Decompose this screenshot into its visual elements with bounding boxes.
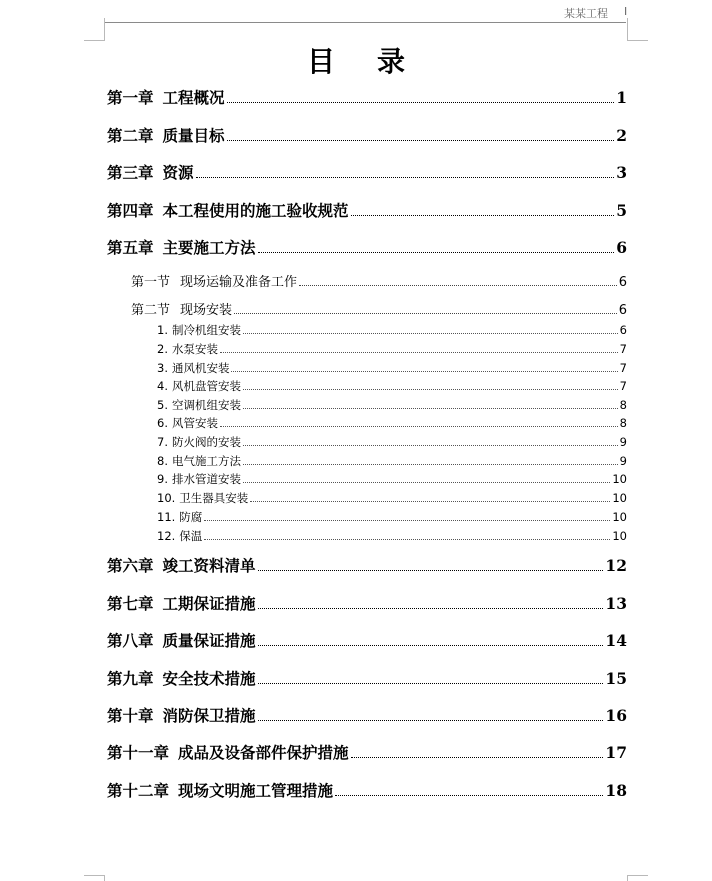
toc-page-number: 10 bbox=[612, 491, 627, 505]
toc-entry-title: 防火阀的安装 bbox=[171, 435, 241, 449]
toc-entry-title: 质量保证措施 bbox=[162, 631, 256, 650]
toc-entry-title: 工期保证措施 bbox=[162, 594, 256, 613]
toc-entry-title: 安全技术措施 bbox=[162, 669, 256, 688]
toc-page-number: 7 bbox=[619, 361, 627, 375]
dot-leader bbox=[243, 445, 618, 446]
dot-leader bbox=[243, 464, 618, 465]
toc-entry-title: 保温 bbox=[179, 529, 203, 543]
toc-page-number: 9 bbox=[619, 435, 627, 449]
toc-entry-title: 空调机组安装 bbox=[171, 398, 241, 412]
dot-leader bbox=[243, 389, 618, 390]
dot-leader bbox=[351, 215, 615, 216]
toc-entry-item-2[interactable] bbox=[157, 341, 627, 357]
toc-page-number: 10 bbox=[612, 472, 627, 486]
toc-entry-number: 第十一章 bbox=[107, 743, 170, 762]
toc-entry-number: 3. bbox=[157, 361, 168, 375]
dot-leader bbox=[250, 501, 610, 502]
toc-page-number: 9 bbox=[619, 454, 627, 468]
toc-entry-title: 通风机安装 bbox=[171, 361, 230, 375]
toc-entry-title: 风管安装 bbox=[171, 416, 218, 430]
toc-entry-title: 卫生器具安装 bbox=[179, 491, 249, 505]
toc-entry-chapter-12[interactable] bbox=[107, 779, 627, 801]
dot-leader bbox=[258, 252, 615, 253]
toc-entry-number: 6. bbox=[157, 416, 168, 430]
toc-entry-number: 第一章 bbox=[107, 88, 154, 107]
crop-mark-bottom-right bbox=[627, 875, 628, 881]
toc-entry-item-12[interactable] bbox=[157, 528, 627, 544]
toc-page-number: 6 bbox=[619, 323, 627, 337]
toc-entry-number: 8. bbox=[157, 454, 168, 468]
toc-page-number: 8 bbox=[619, 398, 627, 412]
toc-entry-title: 制冷机组安装 bbox=[171, 323, 241, 337]
toc-entry-title: 资源 bbox=[162, 163, 194, 182]
toc-entry-title: 成品及设备部件保护措施 bbox=[178, 743, 349, 762]
toc-entry-title: 消防保卫措施 bbox=[162, 706, 256, 725]
dot-leader bbox=[258, 683, 604, 684]
toc-entry-number: 4. bbox=[157, 379, 168, 393]
dot-leader bbox=[204, 520, 610, 521]
dot-leader bbox=[335, 795, 603, 796]
toc-entry-chapter-2[interactable] bbox=[107, 124, 627, 146]
toc-page-number: 1 bbox=[616, 88, 627, 107]
toc-entry-chapter-11[interactable] bbox=[107, 741, 627, 763]
toc-entry-item-10[interactable] bbox=[157, 490, 627, 506]
dot-leader bbox=[258, 570, 604, 571]
dot-leader bbox=[196, 177, 615, 178]
toc-entry-number: 第七章 bbox=[107, 594, 154, 613]
toc-page-number: 10 bbox=[612, 510, 627, 524]
toc-entry-number: 第二章 bbox=[107, 126, 154, 145]
toc-page-number: 16 bbox=[605, 706, 627, 725]
toc-entry-number: 第三章 bbox=[107, 163, 154, 182]
toc-entry-number: 10. bbox=[157, 491, 176, 505]
toc-entry-title: 现场文明施工管理措施 bbox=[178, 781, 334, 800]
toc-page-number: 2 bbox=[616, 126, 627, 145]
dot-leader bbox=[227, 102, 615, 103]
crop-mark-top-left bbox=[104, 18, 105, 40]
toc-entry-item-7[interactable] bbox=[157, 434, 627, 450]
toc-entry-number: 第八章 bbox=[107, 631, 154, 650]
toc-entry-number: 第一节 bbox=[131, 275, 171, 290]
toc-entry-chapter-4[interactable] bbox=[107, 199, 627, 221]
toc-entry-chapter-9[interactable] bbox=[107, 667, 627, 689]
toc-entry-chapter-1[interactable] bbox=[107, 86, 627, 108]
toc-page-number: 6 bbox=[618, 303, 627, 318]
toc-entry-number: 第十二章 bbox=[107, 781, 170, 800]
toc-page-number: 5 bbox=[616, 201, 627, 220]
toc-entry-title: 本工程使用的施工验收规范 bbox=[162, 201, 349, 220]
dot-leader bbox=[243, 408, 618, 409]
crop-mark-bottom-left bbox=[104, 875, 105, 881]
toc-entry-item-3[interactable] bbox=[157, 360, 627, 376]
toc-entry-number: 第十章 bbox=[107, 706, 154, 725]
crop-mark-top-right bbox=[627, 18, 628, 40]
toc-entry-chapter-8[interactable] bbox=[107, 629, 627, 651]
dot-leader bbox=[243, 482, 610, 483]
toc-page-number: 14 bbox=[605, 631, 627, 650]
toc-entry-number: 第五章 bbox=[107, 238, 154, 257]
toc-entry-title: 工程概况 bbox=[162, 88, 225, 107]
dot-leader bbox=[234, 313, 617, 314]
crop-mark-bottom-left bbox=[84, 875, 105, 876]
toc-page-number: 17 bbox=[605, 743, 627, 762]
toc-entry-number: 第二节 bbox=[131, 303, 171, 318]
dot-leader bbox=[258, 720, 604, 721]
toc-title: 目录 bbox=[306, 45, 447, 78]
toc-entry-title: 水泵安装 bbox=[171, 342, 218, 356]
dot-leader bbox=[204, 539, 610, 540]
toc-entry-title: 防腐 bbox=[179, 510, 203, 524]
toc-entry-chapter-7[interactable] bbox=[107, 592, 627, 614]
toc-entry-chapter-10[interactable] bbox=[107, 704, 627, 726]
toc-page-number: 12 bbox=[605, 556, 627, 575]
dot-leader bbox=[299, 285, 617, 286]
toc-page-number: 13 bbox=[605, 594, 627, 613]
toc-entry-number: 第四章 bbox=[107, 201, 154, 220]
toc-page-number: 7 bbox=[619, 342, 627, 356]
crop-mark-bottom-right bbox=[627, 875, 648, 876]
toc-page-number: 6 bbox=[616, 238, 627, 257]
dot-leader bbox=[258, 608, 604, 609]
header-text: 某某工程 bbox=[564, 7, 608, 20]
toc-entry-chapter-6[interactable] bbox=[107, 554, 627, 576]
toc-entry-title: 排水管道安装 bbox=[171, 472, 241, 486]
dot-leader bbox=[227, 140, 615, 141]
toc-entry-item-9[interactable] bbox=[157, 471, 627, 487]
toc-page-number: 7 bbox=[619, 379, 627, 393]
toc-entry-title: 电气施工方法 bbox=[171, 454, 241, 468]
toc-entry-number: 5. bbox=[157, 398, 168, 412]
toc-entry-chapter-3[interactable] bbox=[107, 161, 627, 183]
toc-page-number: 6 bbox=[618, 275, 627, 290]
toc-entry-item-8[interactable] bbox=[157, 453, 627, 469]
toc-entry-title: 风机盘管安装 bbox=[171, 379, 241, 393]
header-page-mark: I bbox=[624, 5, 628, 18]
toc-entry-title: 现场运输及准备工作 bbox=[180, 275, 298, 290]
toc-entry-number: 第六章 bbox=[107, 556, 154, 575]
dot-leader bbox=[220, 426, 618, 427]
toc-entry-section-1[interactable] bbox=[131, 271, 627, 290]
toc-page-number: 18 bbox=[605, 781, 627, 800]
toc-page-number: 3 bbox=[616, 163, 627, 182]
toc-entry-section-2[interactable] bbox=[131, 299, 627, 318]
toc-entry-number: 第九章 bbox=[107, 669, 154, 688]
toc-entry-number: 1. bbox=[157, 323, 168, 337]
toc-entry-title: 质量目标 bbox=[162, 126, 225, 145]
toc-page-number: 10 bbox=[612, 529, 627, 543]
toc-entry-item-6[interactable] bbox=[157, 415, 627, 431]
toc-entry-item-4[interactable] bbox=[157, 378, 627, 394]
toc-entry-item-1[interactable] bbox=[157, 322, 627, 338]
toc-entry-title: 现场安装 bbox=[180, 303, 233, 318]
dot-leader bbox=[258, 645, 604, 646]
toc-entry-number: 12. bbox=[157, 529, 176, 543]
toc-entry-number: 2. bbox=[157, 342, 168, 356]
header-rule bbox=[104, 22, 626, 23]
toc-entry-number: 9. bbox=[157, 472, 168, 486]
toc-entry-item-5[interactable] bbox=[157, 397, 627, 413]
toc-page-number: 8 bbox=[619, 416, 627, 430]
toc-entry-chapter-5[interactable] bbox=[107, 236, 627, 258]
dot-leader bbox=[231, 371, 617, 372]
toc-entry-number: 7. bbox=[157, 435, 168, 449]
toc-entry-title: 主要施工方法 bbox=[162, 238, 256, 257]
toc-page-number: 15 bbox=[605, 669, 627, 688]
toc-entry-title: 竣工资料清单 bbox=[162, 556, 256, 575]
toc-entry-item-11[interactable] bbox=[157, 509, 627, 525]
dot-leader bbox=[351, 757, 604, 758]
dot-leader bbox=[220, 352, 618, 353]
toc-entry-number: 11. bbox=[157, 510, 176, 524]
dot-leader bbox=[243, 333, 618, 334]
